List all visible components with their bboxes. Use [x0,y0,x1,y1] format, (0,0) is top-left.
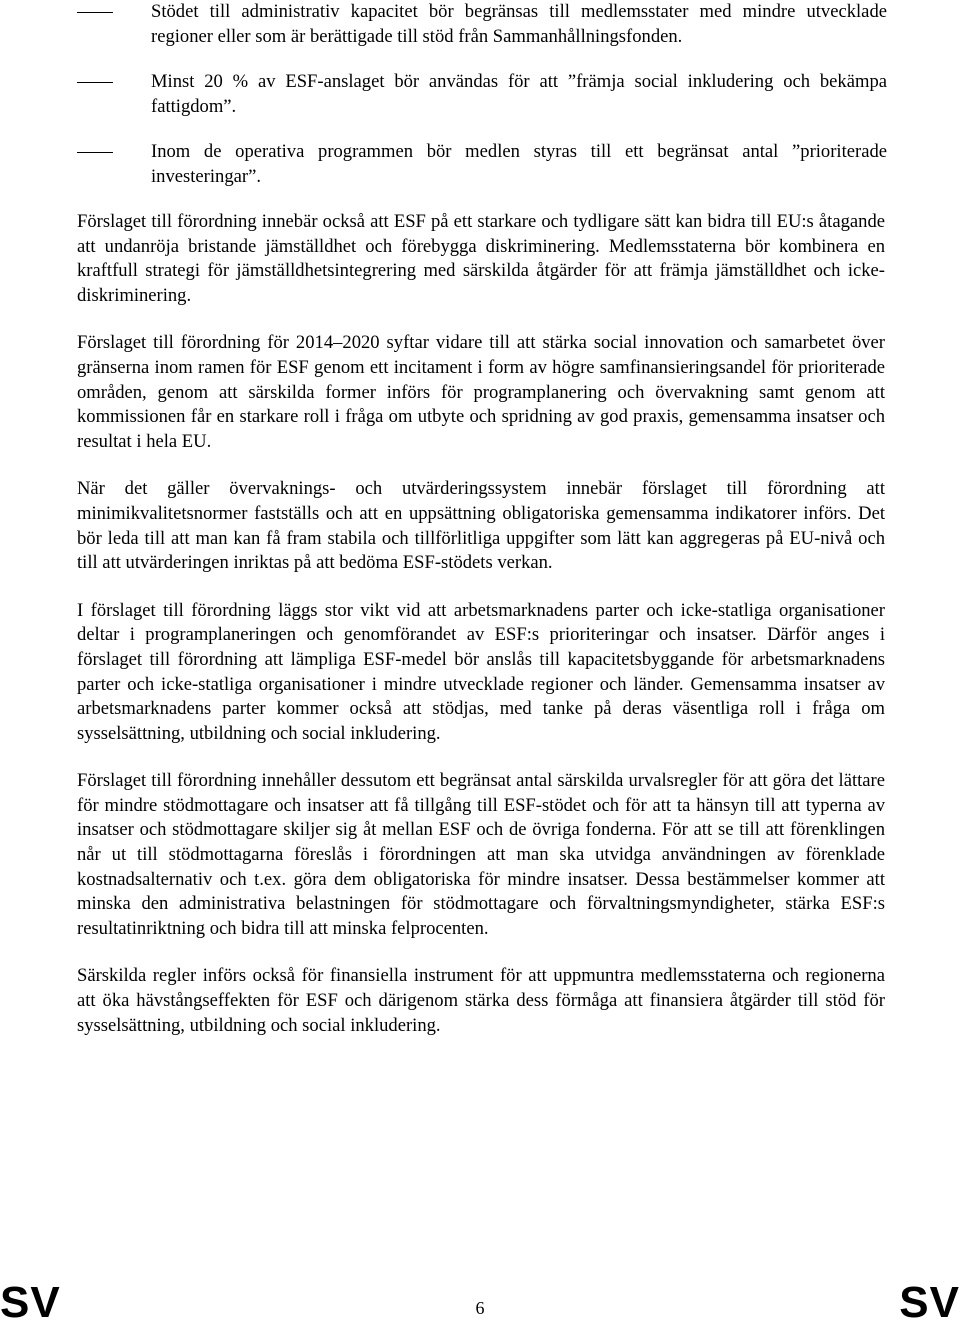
footer-language-right: SV [899,1278,960,1327]
bullet-item [77,140,887,189]
bullet-text: Stödet till administrativ kapacitet bör begränsas till medlemsstater med mindre utvecklade regioner eller som är berättigade till stöd från Sammanhållningsfonden. [151,1,887,47]
bullet-list [77,0,887,210]
bullet-item [77,0,887,49]
bullet-text: Inom de operativa programmen bör medlen styras till ett begränsat antal ”prioriterade investeringar”. [151,141,887,187]
page-number: 6 [475,1298,485,1318]
footer-language-left: SV [0,1278,61,1327]
paragraph: När det gäller övervaknings- och utvärderingssystem innebär förslaget till förordning att minimikvalitetsnormer fastställs och att en uppsättning obligatoriska gemensamma indikatorer införs. Det bör leda till att man kan få fram stabila och tillförlitliga uppgifter som lätt kan aggregeras på EU-nivå och till att utvärderingen inriktas på att bedöma ESF-stödets verkan. [77,478,885,574]
paragraph: Särskilda regler införs också för finansiella instrument för att uppmuntra medlemsstaterna och regionerna att öka hävstångseffekten för ESF och därigenom stärka dess förmåga att finansiera åtgärder till stöd för sysselsättning, utbildning och social inkludering. [77,965,885,1036]
bullet-text: Minst 20 % av ESF-anslaget bör användas för att ”främja social inkludering och bekämpa fattigdom”. [151,71,887,117]
bullet-item [77,70,887,119]
body-text [77,210,885,1061]
paragraph: Förslaget till förordning innehåller dessutom ett begränsat antal särskilda urvalsregler för att göra det lättare för mindre stödmottagare och insatser att få tillgång till ESF-stödet och för att ta hänsyn till att typerna av insatser och stödmottagare skiljer sig åt mellan ESF och de övriga fonderna. För att se till att förenklingen når ut till stödmottagarna föreslås i förordningen att man ska utvidga användningen av förenklade kostnadsalternativ och t.ex. göra dem obligatoriska för mindre insatser. Dessa bestämmelser kommer att minska den administrativa belastningen för stödmottagare och förvaltningsmyndigheter, stärka ESF:s resultatinriktning och bidra till att minska felprocenten. [77,770,885,939]
paragraph: I förslaget till förordning läggs stor vikt vid att arbetsmarknadens parter och icke-statliga organisationer deltar i programplaneringen och genomförandet av ESF:s prioriteringar och insatser. Därför anges i förslaget till förordning att lämpliga ESF-medel bör anslås till kapacitetsbyggande för arbetsmarknadens parter och icke-statliga organisationer i mindre utvecklade regioner och länder. Gemensamma insatser av arbetsmarknadens parter kommer också att stödjas, med tanke på deras väsentliga roll i fråga om sysselsättning, utbildning och social inkludering. [77,599,885,744]
paragraph: Förslaget till förordning innebär också att ESF på ett starkare och tydligare sätt kan bidra till EU:s åtagande att undanröja bristande jämställdhet och förebygga diskriminering. Medlemsstaterna bör kombinera en kraftfull strategi för jämställdhetsintegrering med särskilda åtgärder för att främja jämställdhet och icke-diskriminering. [77,211,885,306]
paragraph: Förslaget till förordning för 2014–2020 syftar vidare till att stärka social innovation och samarbetet över gränserna inom ramen för ESF genom ett incitament i form av högre samfinansieringsandel för prioriterade områden, genom att särskilda former införs för programplanering och övervakning samt genom att kommissionen får en starkare roll i fråga om utbyte och spridning av god praxis, gemensamma insatser och resultat i hela EU. [77,332,885,452]
